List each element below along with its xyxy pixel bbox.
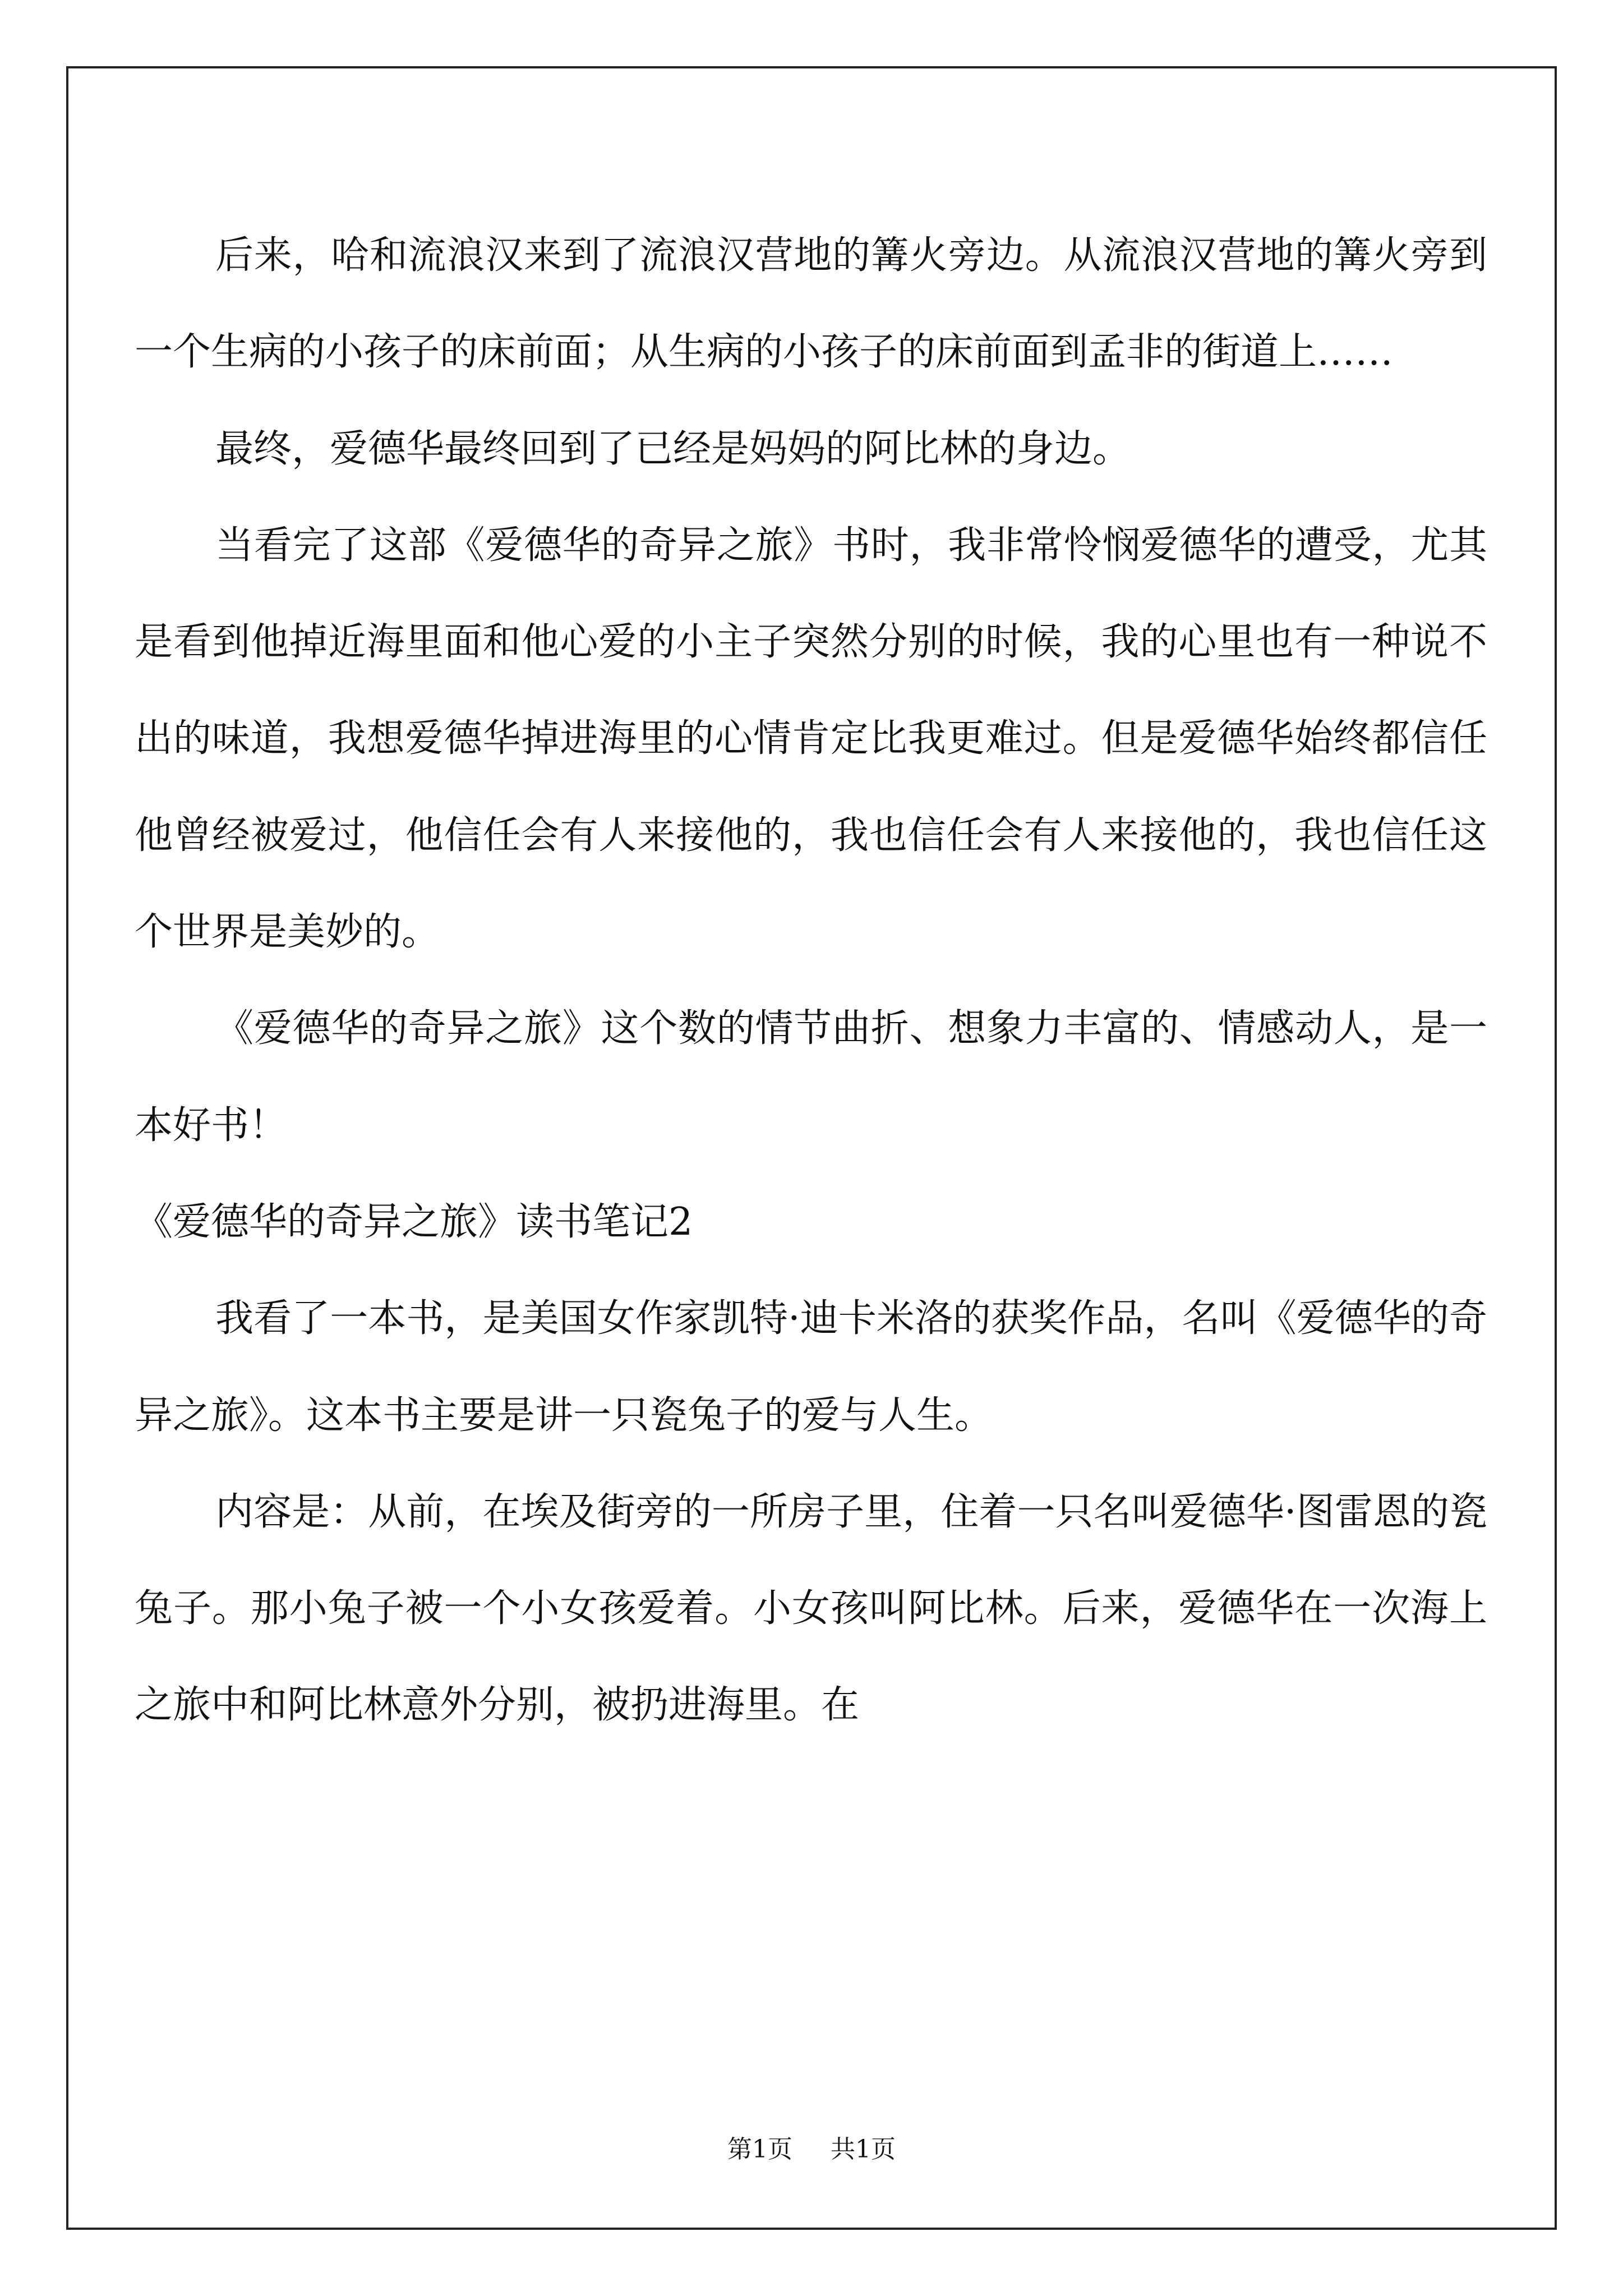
page-footer bbox=[0, 2129, 1623, 2165]
paragraph: 内容是：从前，在埃及街旁的一所房子里，住着一只名叫爱德华·图雷恩的瓷兔子。那小兔子被一个小女孩爱着。小女孩叫阿比林。后来，爱德华在一次海上之旅中和阿比林意外分别，被扔进海里。在 bbox=[135, 1489, 1487, 1728]
paragraph: 后来，哈和流浪汉来到了流浪汉营地的篝火旁边。从流浪汉营地的篝火旁到一个生病的小孩子的床前面；从生病的小孩子的床前面到孟非的街道上…… bbox=[135, 233, 1487, 375]
paragraph: 我看了一本书，是美国女作家凯特·迪卡米洛的获奖作品，名叫《爱德华的奇异之旅》。这本书主要是讲一只瓷兔子的爱与人生。 bbox=[135, 1296, 1487, 1438]
paragraph: 最终，爱德华最终回到了已经是妈妈的阿比林的身边。 bbox=[215, 426, 1131, 471]
page-number: 第1页 bbox=[727, 2135, 792, 2164]
document-body bbox=[135, 208, 1487, 1754]
paragraph: 《爱德华的奇异之旅》这个数的情节曲折、想象力丰富的、情感动人，是一本好书！ bbox=[135, 1006, 1487, 1148]
page-total: 共1页 bbox=[831, 2135, 896, 2164]
section-heading: 《爱德华的奇异之旅》读书笔记2 bbox=[135, 1199, 693, 1244]
paragraph: 当看完了这部《爱德华的奇异之旅》书时，我非常怜悯爱德华的遭受，尤其是看到他掉近海里面和他心爱的小主子突然分别的时候，我的心里也有一种说不出的味道，我想爱德华掉进海里的心情肯定比我更难过。但是爱德华始终都信任他曾经被爱过，他信任会有人来接他的，我也信任会有人来接他的，我也信任这个世界是美妙的。 bbox=[135, 523, 1487, 955]
